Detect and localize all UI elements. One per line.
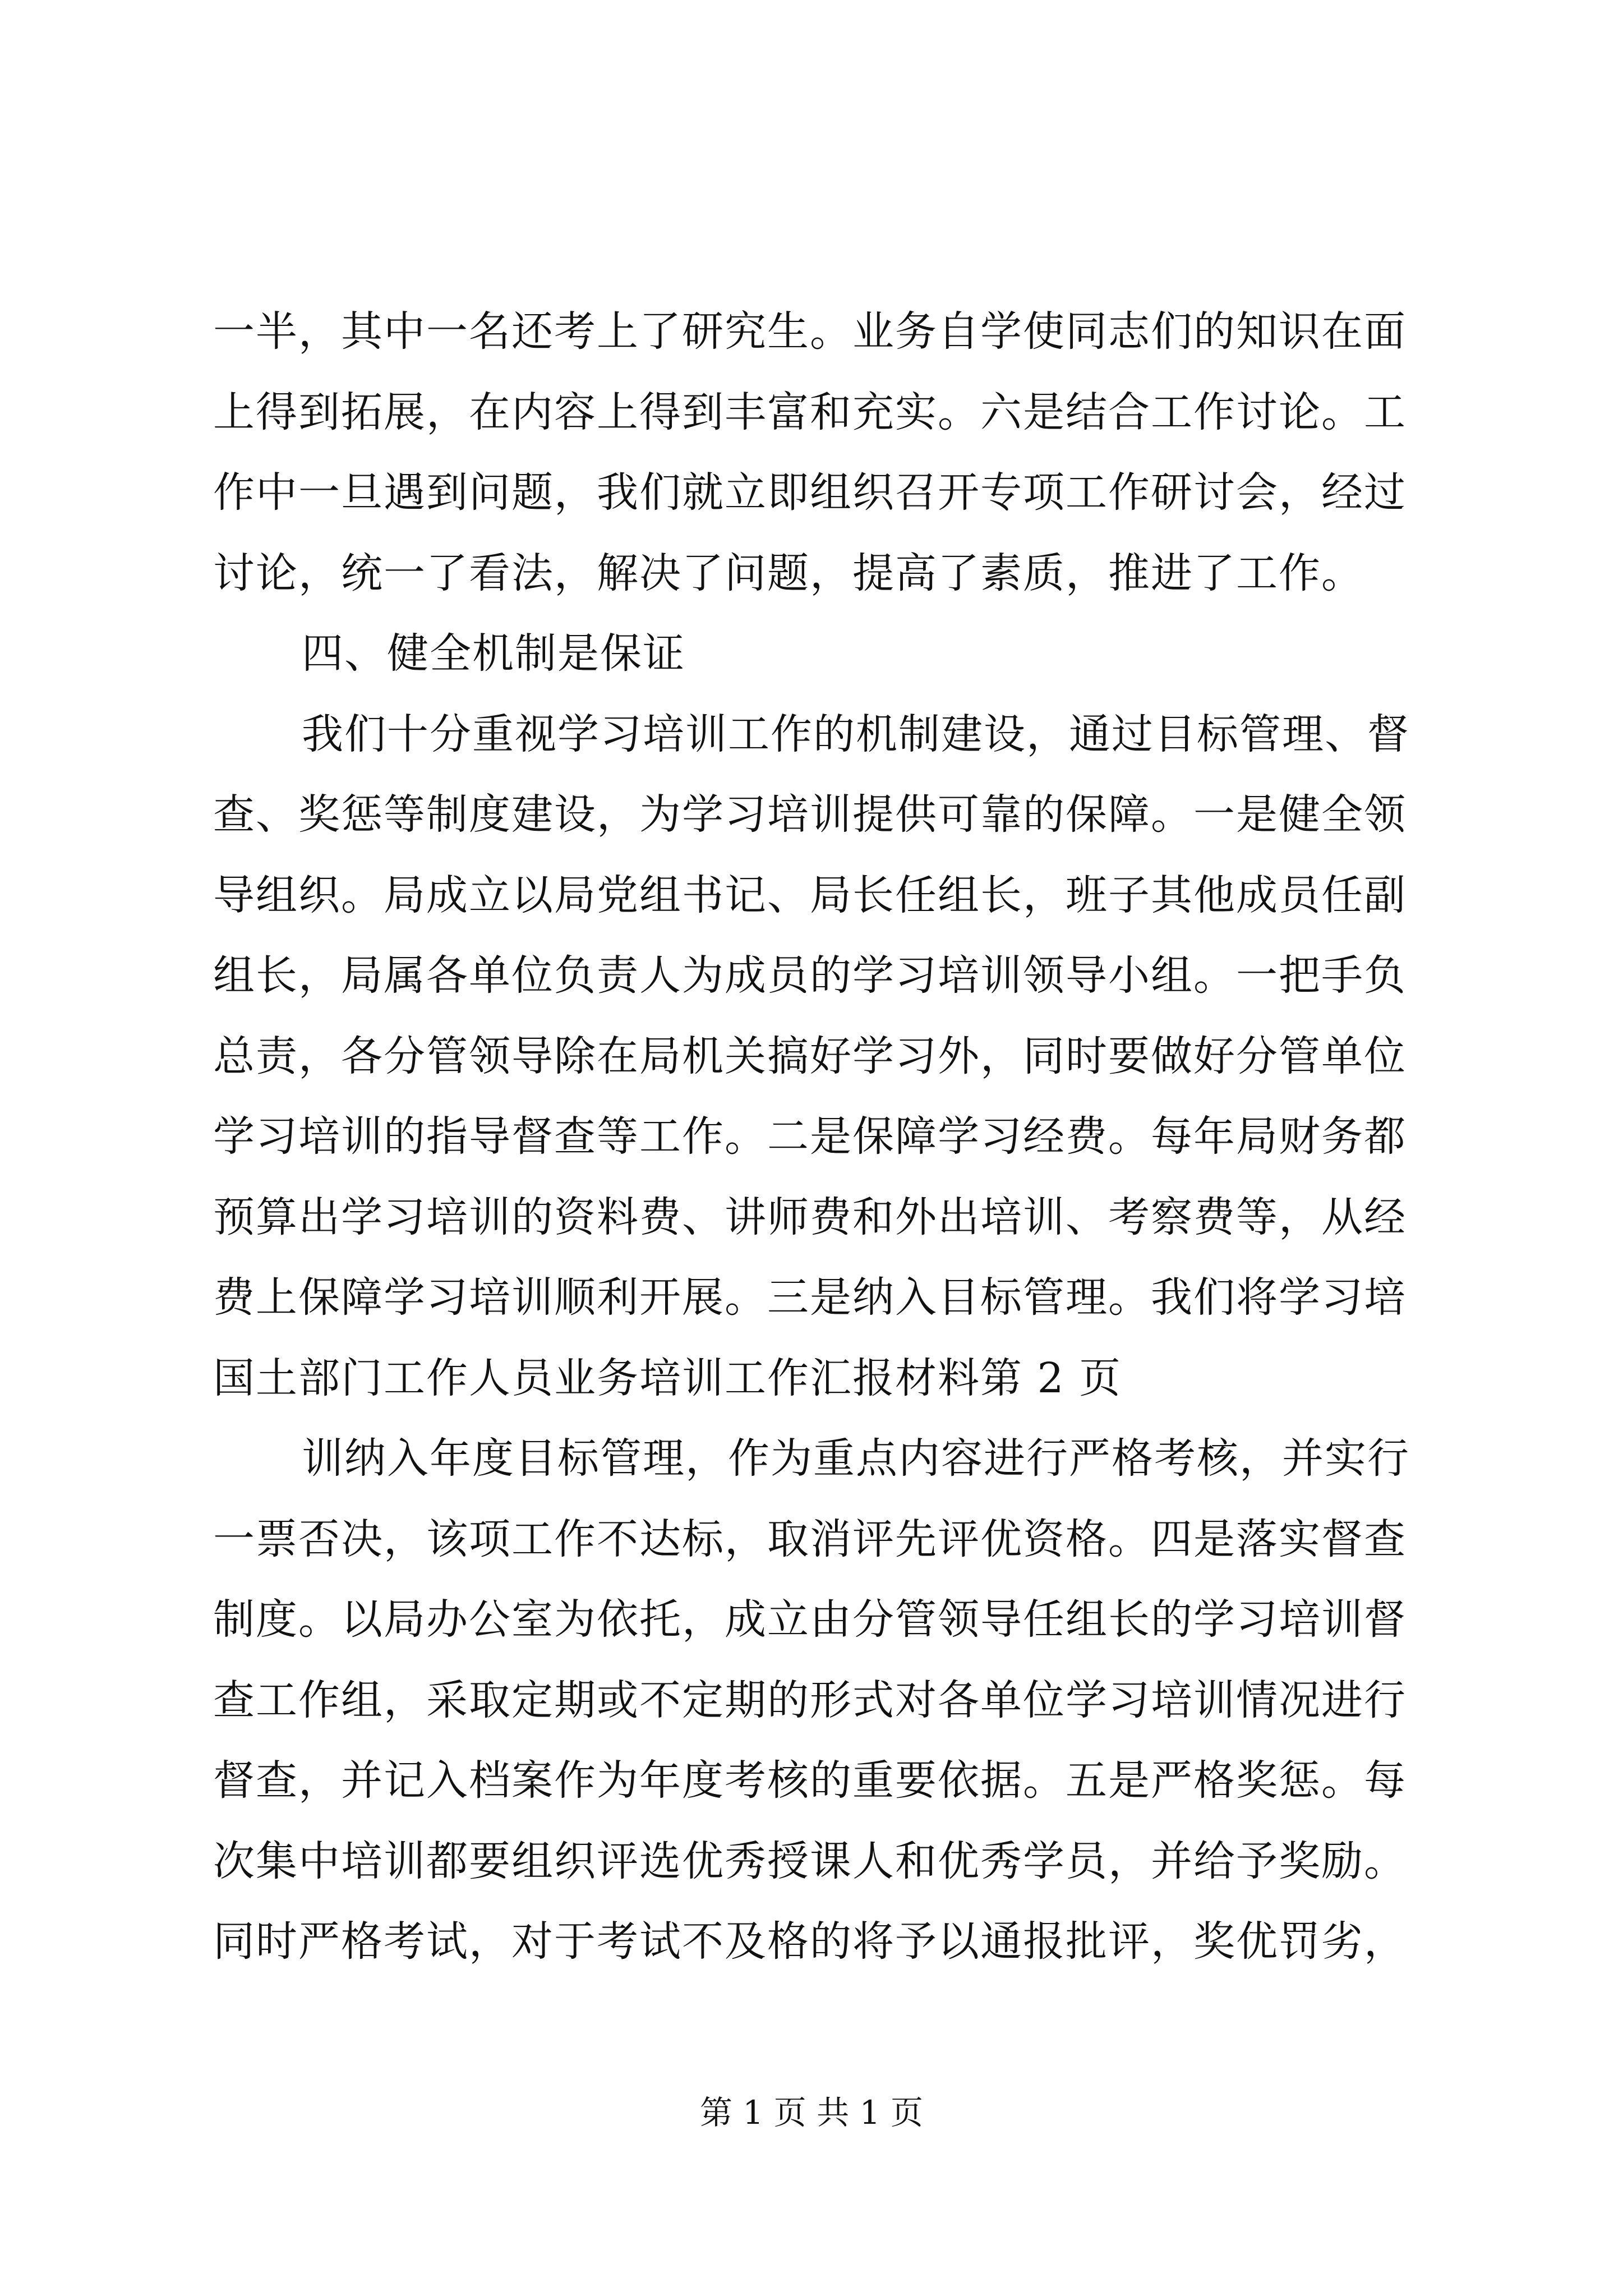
text-line: 上得到拓展，在内容上得到丰富和充实。六是结合工作讨论。工: [213, 388, 1407, 436]
text-line: 查工作组，采取定期或不定期的形式对各单位学习培训情况进行: [213, 1676, 1407, 1724]
text-line: 作中一旦遇到问题，我们就立即组织召开专项工作研讨会，经过: [213, 468, 1407, 517]
text-line: 讨论，统一了看法，解决了问题，提高了素质，推进了工作。: [213, 549, 1364, 597]
text-line: 学习培训的指导督查等工作。二是保障学习经费。每年局财务都: [213, 1112, 1407, 1161]
text-line: 一半，其中一名还考上了研究生。业务自学使同志们的知识在面: [213, 307, 1407, 356]
text-line: 同时严格考试，对于考试不及格的将予以通报批评，奖优罚劣，: [213, 1917, 1407, 1966]
page-footer: [0, 2090, 1623, 2135]
text-line: 查、奖惩等制度建设，为学习培训提供可靠的保障。一是健全领: [213, 790, 1407, 839]
text-line: 总责，各分管领导除在局机关搞好学习外，同时要做好分管单位: [213, 1032, 1407, 1080]
text-line: 一票否决，该项工作不达标，取消评先评优资格。四是落实督查: [213, 1515, 1407, 1563]
document-body: [213, 292, 1419, 1982]
text-line: 我们十分重视学习培训工作的机制建设，通过目标管理、督: [302, 710, 1410, 758]
text-line: 制度。以局办公室为依托，成立由分管领导任组长的学习培训督: [213, 1595, 1407, 1644]
text-line: 组长，局属各单位负责人为成员的学习培训领导小组。一把手负: [213, 951, 1407, 1000]
text-line: 次集中培训都要组织评选优秀授课人和优秀学员，并给予奖励。: [213, 1837, 1407, 1885]
text-line: 预算出学习培训的资料费、讲师费和外出培训、考察费等，从经: [213, 1193, 1407, 1241]
text-line: 训纳入年度目标管理，作为重点内容进行严格考核，并实行: [302, 1434, 1410, 1483]
text-line: 督查，并记入档案作为年度考核的重要依据。五是严格奖惩。每: [213, 1756, 1407, 1805]
text-line: 导组织。局成立以局党组书记、局长任组长，班子其他成员任副: [213, 871, 1407, 919]
section-heading: 四、健全机制是保证: [302, 629, 685, 678]
page-number-label: 第 1 页 共 1 页: [700, 2093, 923, 2132]
text-line: 费上保障学习培训顺利开展。三是纳入目标管理。我们将学习培: [213, 1273, 1407, 1322]
page-break-title: 国土部门工作人员业务培训工作汇报材料第 2 页: [213, 1354, 1122, 1402]
